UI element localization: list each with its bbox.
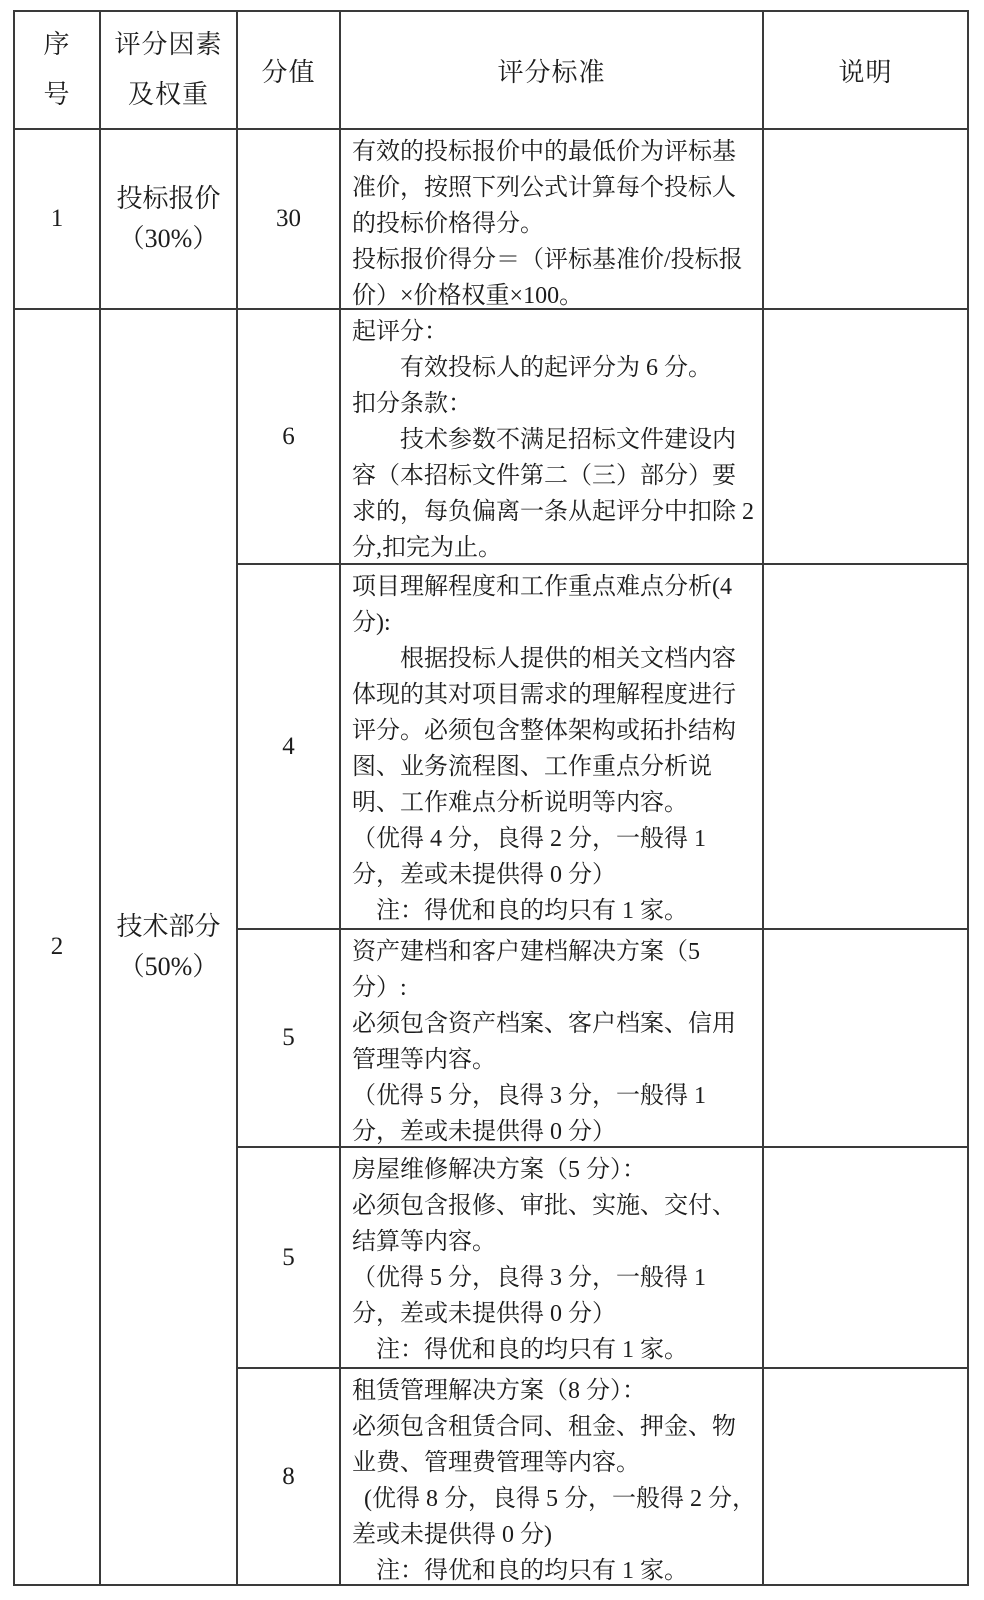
criteria-paragraph: 必须包含资产档案、客户档案、信用管理等内容。 (352, 1011, 736, 1073)
note-cell-sub3 (764, 930, 967, 1148)
criteria-paragraph: 资产建档和客户建档解决方案（5 分）: (352, 939, 700, 1001)
note-cell-sub2 (764, 565, 967, 930)
criteria-paragraph: 根据投标人提供的相关文档内容体现的其对项目需求的理解程度进行评分。必须包含整体架构或拓扑结构图、业务流程图、工作重点分析说明、工作难点分析说明等内容。 (352, 646, 736, 816)
note-cell-sub5 (764, 1369, 967, 1584)
criteria-paragraph: 必须包含租赁合同、租金、押金、物业费、管理费管理等内容。 (352, 1414, 736, 1476)
criteria-paragraph: 注：得优和良的均只有 1 家。 (376, 898, 688, 924)
score-cell-row1 (238, 130, 341, 310)
score-cell-sub5 (238, 1369, 341, 1584)
criteria-paragraph: （优得 4 分，良得 2 分，一般得 1 分，差或未提供得 0 分） (352, 826, 706, 888)
evaluation-criteria-table (13, 10, 969, 1586)
criteria-cell-sub5 (341, 1369, 764, 1584)
criteria-cell-sub3 (341, 930, 764, 1148)
score-cell-sub1 (238, 310, 341, 565)
criteria-paragraph: 起评分： (352, 319, 448, 345)
criteria-cell-sub2 (341, 565, 764, 930)
factor-name: 技术部分 (116, 912, 221, 941)
header-cell-criteria (341, 12, 764, 130)
header-cell-serial (15, 12, 101, 130)
header-serial-line2: 号 (43, 80, 71, 109)
criteria-paragraph: 扣分条款： (352, 391, 472, 417)
score-value: 30 (276, 205, 301, 232)
criteria-paragraph: 有效的投标报价中的最低价为评标基准价，按照下列公式计算每个投标人的投标价格得分。 (352, 139, 736, 237)
header-serial-line1: 序 (43, 30, 71, 59)
note-cell-sub1 (764, 310, 967, 565)
criteria-cell-sub1 (341, 310, 764, 565)
score-cell-sub2 (238, 565, 341, 930)
serial-cell-row1 (15, 130, 101, 310)
factor-name: 投标报价 (116, 184, 221, 213)
serial-number: 1 (50, 205, 64, 232)
criteria-cell-sub4 (341, 1148, 764, 1369)
score-cell-sub4 (238, 1148, 341, 1369)
header-factor-line1: 评分因素 (114, 30, 223, 59)
criteria-paragraph: 有效投标人的起评分为 6 分。 (400, 355, 712, 381)
factor-cell-row2 (101, 310, 238, 1584)
header-factor-line2: 及权重 (127, 80, 209, 109)
score-value: 5 (282, 1243, 295, 1271)
criteria-paragraph: (优得 8 分，良得 5 分，一般得 2 分，差或未提供得 0 分) (352, 1486, 756, 1548)
criteria-paragraph: 注：得优和良的均只有 1 家。 (376, 1337, 688, 1363)
criteria-paragraph: 必须包含报修、审批、实施、交付、结算等内容。 (352, 1193, 736, 1255)
criteria-paragraph: 注：得优和良的均只有 1 家。 (376, 1558, 688, 1584)
header-criteria-label: 评分标准 (497, 57, 606, 87)
criteria-paragraph: （优得 5 分，良得 3 分，一般得 1 分，差或未提供得 0 分） (352, 1265, 706, 1327)
factor-cell-row1 (101, 130, 238, 310)
header-cell-note (764, 12, 967, 130)
score-value: 6 (282, 422, 295, 450)
header-cell-score (238, 12, 341, 130)
criteria-paragraph: 投标报价得分＝（评标基准价/投标报价）×价格权重×100。 (352, 247, 743, 309)
score-cell-sub3 (238, 930, 341, 1148)
factor-weight: （30%） (118, 224, 219, 253)
header-cell-factor (101, 12, 238, 130)
serial-cell-row2 (15, 310, 101, 1584)
criteria-paragraph: 技术参数不满足招标文件建设内容（本招标文件第二（三）部分）要求的，每负偏离一条从起评分中扣除 2 分,扣完为止。 (352, 427, 754, 561)
criteria-paragraph: 房屋维修解决方案（5 分）： (352, 1157, 646, 1183)
header-score-label: 分值 (261, 57, 316, 87)
header-note-label: 说明 (838, 57, 893, 87)
criteria-paragraph: 项目理解程度和工作重点难点分析(4 分): (352, 574, 732, 636)
score-value: 4 (282, 732, 295, 760)
serial-number: 2 (50, 933, 64, 960)
score-value: 8 (282, 1462, 295, 1490)
criteria-paragraph: （优得 5 分，良得 3 分，一般得 1 分，差或未提供得 0 分） (352, 1083, 706, 1145)
note-cell-sub4 (764, 1148, 967, 1369)
criteria-paragraph: 租赁管理解决方案（8 分）： (352, 1378, 646, 1404)
factor-weight: （50%） (118, 952, 219, 981)
criteria-cell-row1 (341, 130, 764, 310)
score-value: 5 (282, 1024, 295, 1051)
note-cell-row1 (764, 130, 967, 310)
